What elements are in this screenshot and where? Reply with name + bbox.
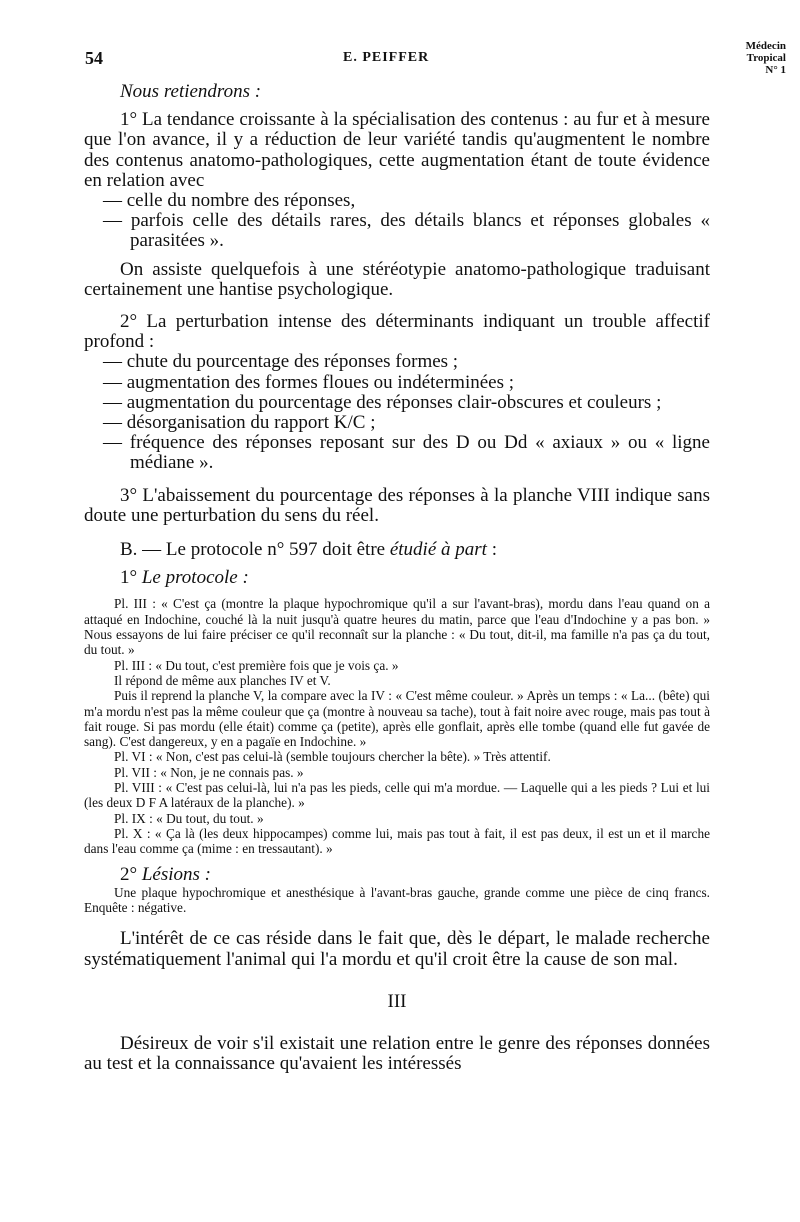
- protocol-paragraph: Il répond de même aux planches IV et V.: [114, 672, 331, 688]
- running-header-author: E. PEIFFER: [343, 50, 430, 65]
- point-1-item: — parfois celle des détails rares, des détails blancs et réponses globales « parasitées ».: [103, 210, 710, 252]
- point-2-intro: 2° La perturbation intense des déterminants indiquant un trouble affectif profond :: [84, 311, 710, 353]
- lesions-text: Une plaque hypochromique et anesthésique à l'avant-bras gauche, grande comme une pièce de cinq francs. Enquête : négative.: [84, 884, 710, 916]
- protocol-heading: [84, 568, 710, 588]
- protocol-heading-num: 1°: [120, 567, 138, 589]
- protocol-paragraph: Pl. VIII : « C'est pas celui-là, lui n'a pas les pieds, celle qui m'a mordue. — Laquelle qui a les pieds ? Lui et lui (les deux D F A latéraux de la planche). »: [84, 780, 710, 811]
- lesions-heading-label: Lésions :: [141, 863, 212, 885]
- journal-line: N° 1: [765, 64, 786, 76]
- protocol-transcript: [84, 596, 710, 856]
- section-b-heading-italic: étudié à part: [389, 539, 487, 561]
- page-number: 54: [85, 48, 103, 68]
- case-interest-paragraph: L'intérêt de ce cas réside dans le fait que, dès le départ, le malade recherche systématiquement l'animal qui l'a mordu et qu'il croit être la cause de son mal.: [84, 928, 710, 970]
- lesions-heading-num: 2°: [120, 863, 138, 885]
- lesions-heading: [84, 865, 710, 885]
- point-2-item: — augmentation du pourcentage des réponses clair-obscures et couleurs ;: [103, 391, 662, 413]
- point-1-conclusion: On assiste quelquefois à une stéréotypie anatomo-pathologique traduisant certainement une hantise psychologique.: [84, 258, 710, 300]
- point-2-item: — désorganisation du rapport K/C ;: [103, 412, 376, 434]
- section-b-heading-text: B. — Le protocole n° 597 doit être: [120, 539, 386, 561]
- journal-line: Médecin: [745, 40, 786, 52]
- protocol-paragraph: Pl. VI : « Non, c'est pas celui-là (semble toujours chercher la bête). » Très attentif.: [114, 749, 551, 765]
- point-1-item: — celle du nombre des réponses,: [103, 190, 356, 212]
- section-b-heading: [84, 540, 710, 560]
- point-3: 3° L'abaissement du pourcentage des réponses à la planche VIII indique sans doute une perturbation du sens du réel.: [84, 484, 710, 526]
- protocol-paragraph: Pl. VII : « Non, je ne connais pas. »: [114, 764, 304, 780]
- point-2-item: — chute du pourcentage des réponses formes ;: [103, 351, 459, 373]
- point-1-intro: 1° La tendance croissante à la spécialisation des contenus : au fur et à mesure que l'on avance, il y a réduction de leur variété tandis qu'augmentent le nombre des contenus anatomo-pathologiques, cette augmentation étant de toute évidence en relation avec: [84, 109, 710, 191]
- article-body: [84, 82, 710, 1074]
- journal-mark: [746, 40, 786, 76]
- section-iii-numeral: III: [387, 990, 407, 1012]
- protocol-paragraph: Pl. X : « Ça là (les deux hippocampes) comme lui, mais pas tout à fait, il est pas deux, il est un et il marche dans l'eau comme ça (mime : en tressautant). »: [84, 825, 710, 857]
- protocol-paragraph: Pl. III : « Du tout, c'est première fois que je vois ça. »: [114, 657, 399, 673]
- protocol-paragraph: Pl. IX : « Du tout, du tout. »: [114, 810, 264, 826]
- protocol-paragraph: Pl. III : « C'est ça (montre la plaque hypochromique qu'il a sur l'avant-bras), mordu dans l'eau quand on a attaqué en Indochine, couché là la nuit jusqu'à quatre heures du matin, parce que l'eau d'Indochine y a pas bon. » Nous essayons de lui faire préciser ce qu'il reconnaît sur la planche : « Du tout, dit-il, ma famille n'a pas ça du tout, du tout. »: [84, 596, 710, 658]
- section-iii-text: Désireux de voir s'il existait une relation entre le genre des réponses données au test et la connaissance qu'avaient les intéressés: [84, 1032, 710, 1075]
- protocol-paragraph: Puis il reprend la planche V, la compare avec la IV : « C'est même couleur. » Après un temps : « La... (bête) qui m'a mordu n'est pas la même couleur que ça (montre à nouveau sa tache), tout à fait noire avec rouge, mais pas tout à fait rouge. Si pas mordu (elle était) comme ça (petite), après elle gonflait, après elle tombe (quand elle fut gavée de sang). C'est dangereux, y en a pagaïe en Indochine. »: [84, 688, 710, 750]
- section-b-heading-end: :: [486, 539, 497, 561]
- protocol-heading-label: Le protocole :: [141, 567, 249, 589]
- point-2-item: — fréquence des réponses reposant sur des D ou Dd « axiaux » ou « ligne médiane ».: [103, 432, 710, 474]
- section-heading: Nous retiendrons :: [120, 81, 262, 102]
- point-2-item: — augmentation des formes floues ou indéterminées ;: [103, 371, 515, 393]
- journal-line: Tropical: [746, 52, 786, 64]
